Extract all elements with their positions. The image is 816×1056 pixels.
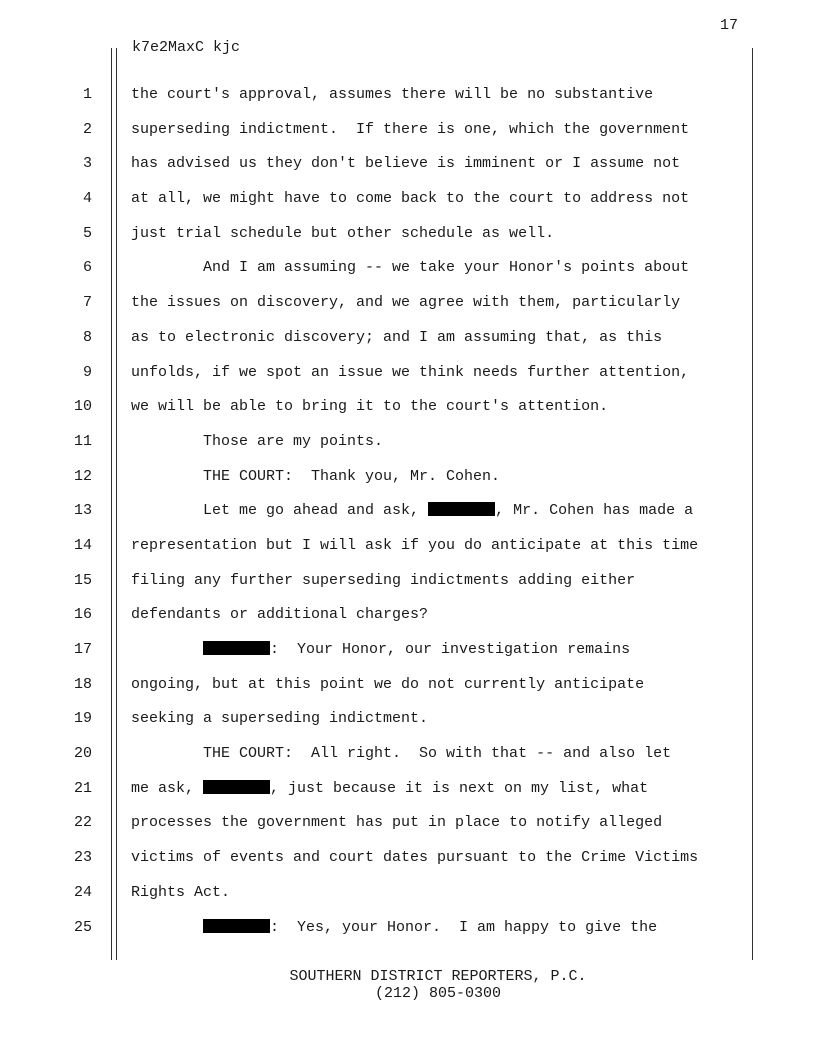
transcript-line [0,564,816,599]
text-segment: , Mr. Cohen has made a [495,502,694,520]
line-text [131,702,428,737]
line-number: 16 [73,606,92,624]
line-text [131,876,230,911]
text-segment: as to electronic discovery; and I am assuming that, as this [131,328,663,346]
line-text [131,321,662,356]
transcript-line [0,251,816,286]
text-segment: filing any further superseding indictments adding either [131,571,636,589]
line-number: 12 [73,467,92,485]
line-number: 8 [82,328,92,346]
transcript-line [0,425,816,460]
transcript-line [0,772,816,807]
line-number: 25 [73,918,92,936]
transcript-line [0,356,816,391]
transcript-line [0,147,816,182]
footer-phone: (212) 805-0300 [374,985,502,1002]
text-segment: just trial schedule but other schedule as well. [131,224,555,242]
line-text [131,390,608,425]
line-number: 5 [82,224,92,242]
transcript-line [0,390,816,425]
line-number: 19 [73,710,92,728]
text-segment: defendants or additional charges? [131,606,429,624]
text-segment: : Your Honor, our investigation remains [270,641,631,658]
text-segment: at all, we might have to come back to the court to address not [131,190,690,208]
page-number: 17 [719,17,738,34]
line-text [131,841,698,876]
redaction-box [203,641,270,655]
redaction-box [203,780,270,794]
transcript-line [0,529,816,564]
line-number: 15 [73,571,92,589]
line-text [131,806,662,841]
line-number: 2 [82,120,92,138]
line-text [131,113,689,148]
line-number: 13 [73,502,92,520]
text-segment: , just because it is next on my list, what [270,779,649,797]
transcript-line [0,668,816,703]
line-text [131,217,554,252]
text-segment: : Yes, your Honor. I am happy to give the [270,918,658,936]
transcript-line [0,494,816,529]
text-segment: has advised us they don't believe is imminent or I assume not [131,155,681,173]
line-text [131,529,698,564]
line-number: 9 [82,363,92,381]
text-segment: THE COURT: All right. So with that -- and also let [131,745,672,763]
line-number: 10 [73,398,92,416]
text-segment: ongoing, but at this point we do not currently anticipate [131,675,645,693]
line-number: 21 [73,779,92,797]
header-code: k7e2MaxC kjc [132,39,241,56]
text-segment [131,641,203,658]
line-text [131,633,630,668]
line-number: 7 [82,294,92,312]
line-text [131,356,689,391]
text-segment: we will be able to bring it to the court's attention. [131,398,609,416]
text-segment: Those are my points. [131,432,384,450]
line-text [131,772,648,807]
text-segment: Let me go ahead and ask, [131,502,429,520]
line-text [131,668,644,703]
text-segment: seeking a superseding indictment. [131,710,429,728]
redaction-box [203,919,270,933]
text-segment: THE COURT: Thank you, Mr. Cohen. [131,467,501,485]
transcript-line [0,321,816,356]
line-number: 18 [73,675,92,693]
redaction-box [428,502,495,516]
line-text [131,564,635,599]
transcript-lines [0,78,816,945]
line-number: 3 [82,155,92,173]
line-number: 17 [73,641,92,658]
transcript-line [0,876,816,911]
transcript-line [0,182,816,217]
transcript-line [0,113,816,148]
line-text [131,147,680,182]
line-number: 20 [73,745,92,763]
line-text [131,460,500,495]
transcript-line [0,702,816,737]
transcript-line [0,737,816,772]
transcript-line [0,598,816,633]
text-segment: processes the government has put in place to notify alleged [131,814,663,832]
line-text [131,737,671,772]
transcript-line [0,460,816,495]
transcript-line [0,806,816,841]
text-segment: the court's approval, assumes there will be no substantive [131,86,654,103]
text-segment: Rights Act. [131,883,231,901]
line-text [131,911,657,946]
text-segment: me ask, [131,779,204,797]
line-number: 6 [82,259,92,277]
transcript-line [0,217,816,252]
transcript-line [0,911,816,946]
text-segment: superseding indictment. If there is one, which the government [131,120,690,138]
line-number: 11 [73,432,92,450]
line-text [131,286,680,321]
line-text [131,598,428,633]
footer [0,968,816,1002]
line-number: 24 [73,883,92,901]
text-segment [131,919,203,936]
line-number: 23 [73,849,92,867]
line-text [131,251,689,286]
line-number: 1 [82,86,92,103]
transcript-line [0,78,816,113]
text-segment: representation but I will ask if you do anticipate at this time [131,536,699,554]
text-segment: unfolds, if we spot an issue we think needs further attention, [131,363,690,381]
line-text [131,494,693,529]
line-number: 14 [73,536,92,554]
footer-reporter-name: SOUTHERN DISTRICT REPORTERS, P.C. [289,968,587,985]
transcript-line [0,286,816,321]
text-segment: And I am assuming -- we take your Honor's points about [131,259,690,277]
text-segment: the issues on discovery, and we agree with them, particularly [131,294,681,312]
line-number: 4 [82,190,92,208]
transcript-line [0,841,816,876]
line-text [131,425,383,460]
text-segment: victims of events and court dates pursuant to the Crime Victims [131,849,699,867]
line-number: 22 [73,814,92,832]
line-text [131,182,689,217]
transcript-line [0,633,816,668]
line-text [131,78,653,113]
